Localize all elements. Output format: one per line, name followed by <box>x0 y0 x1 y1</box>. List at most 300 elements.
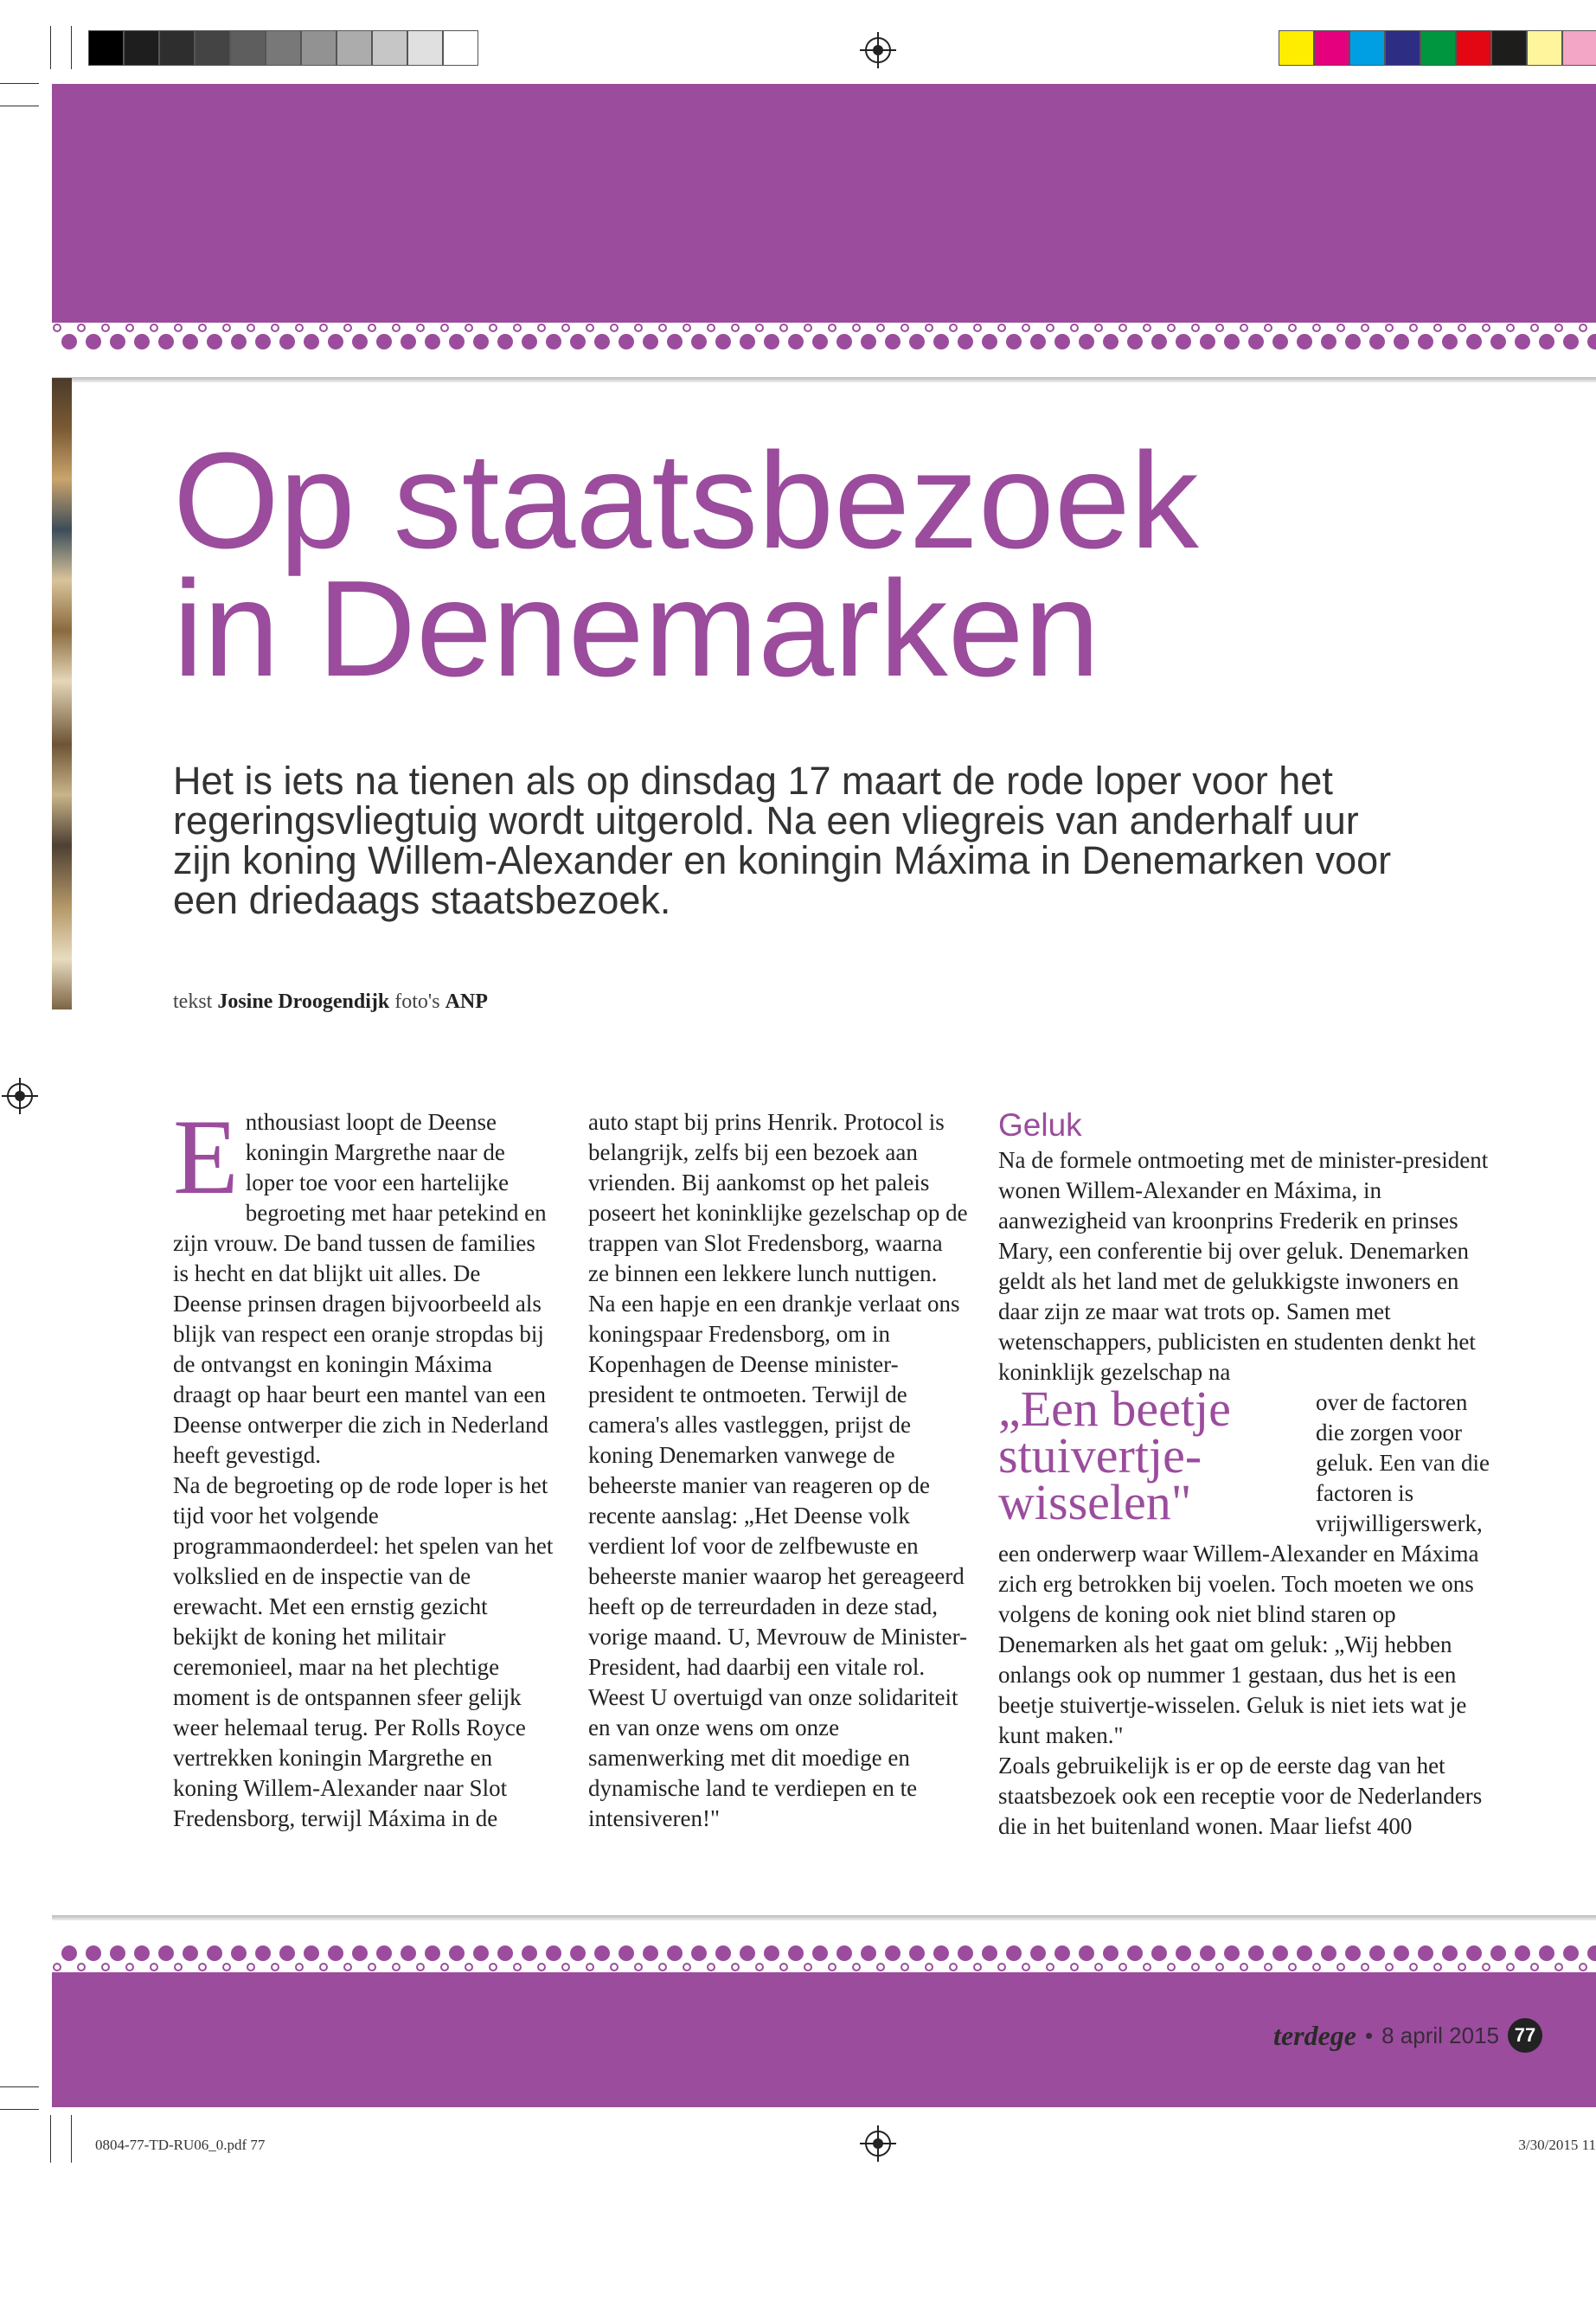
crop-mark <box>71 2115 72 2163</box>
title-line-1: Op staatsbezoek <box>173 425 1199 577</box>
border-dot <box>1176 334 1191 349</box>
border-dot <box>1345 1945 1361 1961</box>
crop-mark <box>50 2115 51 2163</box>
border-dot <box>764 334 779 349</box>
border-dot <box>1103 1945 1118 1961</box>
border-dot <box>691 1945 707 1961</box>
border-ring <box>465 1964 472 1971</box>
border-ring <box>1071 1964 1078 1971</box>
border-dot <box>1127 1945 1143 1961</box>
border-ring <box>635 1964 642 1971</box>
border-dot <box>667 334 683 349</box>
border-dot <box>1369 334 1385 349</box>
border-dot <box>1418 334 1433 349</box>
border-dot <box>933 334 949 349</box>
paragraph: Zoals gebruikelijk is er op de eerste dag van het staatsbezoek ook een receptie voor de Nederlanders die in het buitenland wonen. Maar liefst 400 <box>998 1753 1483 1839</box>
border-dot <box>812 334 828 349</box>
color-swatch <box>1279 30 1314 66</box>
border-ring <box>1410 1964 1417 1971</box>
border-ring <box>320 324 327 331</box>
border-dot <box>449 334 465 349</box>
border-dot <box>207 334 222 349</box>
border-dot <box>715 334 731 349</box>
border-ring <box>1531 1964 1538 1971</box>
footer-separator: • <box>1365 2022 1374 2048</box>
color-swatch <box>1420 30 1456 66</box>
border-dot <box>425 334 440 349</box>
border-ring <box>1216 324 1223 331</box>
border-ring <box>1483 324 1490 331</box>
border-dot <box>449 1945 465 1961</box>
border-dot <box>836 1945 852 1961</box>
color-swatch <box>159 30 195 66</box>
border-ring <box>1047 1964 1054 1971</box>
border-ring <box>369 324 375 331</box>
border-dot <box>982 334 997 349</box>
border-dot <box>61 334 77 349</box>
border-ring <box>1240 324 1247 331</box>
border-ring <box>199 324 206 331</box>
dot-border-top <box>52 323 1596 350</box>
border-dot <box>1151 1945 1167 1961</box>
border-ring <box>1192 324 1199 331</box>
border-dot <box>425 1945 440 1961</box>
border-dot <box>691 334 707 349</box>
border-dot <box>1200 1945 1215 1961</box>
color-swatch <box>1349 30 1385 66</box>
byline <box>173 990 488 1014</box>
border-ring <box>223 324 230 331</box>
color-swatch <box>1491 30 1527 66</box>
border-dot <box>110 1945 125 1961</box>
border-ring <box>490 324 497 331</box>
border-dot <box>1515 334 1530 349</box>
border-ring <box>54 324 61 331</box>
border-dot <box>1321 334 1336 349</box>
border-ring <box>151 324 157 331</box>
border-dot <box>885 1945 901 1961</box>
border-dot <box>1369 1945 1385 1961</box>
border-ring <box>1119 324 1126 331</box>
border-ring <box>974 324 981 331</box>
border-ring <box>514 324 521 331</box>
border-ring <box>974 1964 981 1971</box>
border-ring <box>175 324 182 331</box>
border-ring <box>1337 324 1344 331</box>
border-dot <box>352 1945 368 1961</box>
border-dot <box>1345 334 1361 349</box>
color-swatch <box>1456 30 1491 66</box>
border-ring <box>54 1964 61 1971</box>
border-dot <box>134 334 150 349</box>
border-ring <box>829 1964 836 1971</box>
border-ring <box>78 324 85 331</box>
border-dot <box>304 1945 319 1961</box>
border-dot <box>1490 1945 1506 1961</box>
border-ring <box>659 1964 666 1971</box>
border-dot <box>788 1945 804 1961</box>
border-dot <box>715 1945 731 1961</box>
border-dot <box>1297 1945 1312 1961</box>
border-dot <box>376 334 392 349</box>
border-ring <box>102 324 109 331</box>
border-ring <box>756 324 763 331</box>
border-ring <box>296 1964 303 1971</box>
paragraph: Na een hapje en een drankje verlaat ons koningspaar Fredensborg, om in Kopenhagen de Deense minister-president te ontmoeten. Terwijl de camera's alles vastleggen, prijst de koning Denemarken vanwege de beheerste manier van reageren op de recente aanslag: „Het Deense volk verdient lof voor de zelfbewuste en beheerste manier waarop het gereageerd heeft op de terreurdaden in deze stad, vorige maand. U, Mevrouw de Minister-President, had daarbij een vitale rol. Weest U overtuigd van onze solidariteit en van onze wens om onze samenwerking met dit moedige en dynamische land te verdiepen en te intensiveren!" <box>588 1291 968 1831</box>
border-ring <box>417 1964 424 1971</box>
border-dot <box>134 1945 150 1961</box>
print-slug-date: 3/30/2015 11 <box>1518 2137 1596 2153</box>
border-dot <box>643 334 658 349</box>
border-dot <box>1442 1945 1458 1961</box>
border-ring <box>998 1964 1005 1971</box>
border-dot <box>255 1945 271 1961</box>
border-dot <box>86 334 101 349</box>
registration-mark-icon <box>865 37 891 63</box>
border-dot <box>1394 334 1409 349</box>
border-dot <box>885 334 901 349</box>
border-dot <box>1079 334 1094 349</box>
border-ring <box>102 1964 109 1971</box>
border-ring <box>1337 1964 1344 1971</box>
border-dot <box>764 1945 779 1961</box>
border-dot <box>279 334 295 349</box>
crop-mark <box>71 26 72 69</box>
column-2 <box>588 1107 969 1834</box>
border-dot <box>183 334 198 349</box>
border-dot <box>933 1945 949 1961</box>
border-ring <box>247 1964 254 1971</box>
border-ring <box>1168 324 1175 331</box>
border-dot <box>1539 334 1554 349</box>
border-dot <box>255 334 271 349</box>
article-lead: Het is iets na tienen als op dinsdag 17 maart de rode loper voor het regeringsvliegtuig wordt uitgerold. Na een vliegreis van anderhalf uur zijn koning Willem-Alexander en koningin Máxima in Denemarken voor een driedaags staatsbezoek. <box>173 759 1392 922</box>
border-ring <box>344 1964 351 1971</box>
border-ring <box>514 1964 521 1971</box>
border-dot <box>1151 334 1167 349</box>
byline-photo-label: foto's <box>394 990 440 1013</box>
border-ring <box>272 324 279 331</box>
paragraph-text: over de factoren die zorgen voor geluk. Een van die factoren is vrijwilligerswerk, een onderwerp waar Willem-Alexander en Máxima zich erg betrokken bij voelen. Toch moeten we ons volgens de koning ook niet blind staren op Denemarken als het gaat om geluk: „Wij hebben onlangs ook op nummer 1 gestaan, dus het is een beetje stuivertje-wisselen. Geluk is niet iets wat je kunt maken." <box>998 1389 1490 1748</box>
divider-line <box>52 1915 1596 1920</box>
border-dot <box>909 1945 925 1961</box>
border-dot <box>1587 1945 1596 1961</box>
border-ring <box>1289 1964 1296 1971</box>
border-ring <box>1289 324 1296 331</box>
border-dot <box>982 1945 997 1961</box>
border-dot <box>1272 1945 1288 1961</box>
border-ring <box>175 1964 182 1971</box>
paragraph: Na de begroeting op de rode loper is het tijd voor het volgende programmaonderdeel: het spelen van het volkslied en de inspectie van de erewacht. Met een ernstig gezicht bekijkt de koning het militair ceremonieel, maar na het plechtige moment is de ontspannen sfeer gelijk weer helemaal terug. Per Rolls Royce vertrekken koningin Margrethe en koning Willem-Alexander naar Slot Fredensborg, terwijl Máxima in de <box>173 1472 554 1831</box>
border-ring <box>756 1964 763 1971</box>
border-ring <box>562 1964 569 1971</box>
paragraph: auto stapt bij prins Henrik. Protocol is belangrijk, zelfs bij een bezoek aan vrienden. Bij aankomst op het paleis poseert het koninklijke gezelschap op de trappen van Slot Fredensborg, waarna ze binnen een lekkere lunch nuttigen. <box>588 1109 968 1286</box>
border-dot <box>231 1945 247 1961</box>
byline-author: Josine Droogendijk <box>217 990 390 1013</box>
border-ring <box>1095 324 1102 331</box>
border-dot <box>401 1945 416 1961</box>
border-ring <box>223 1964 230 1971</box>
paragraph <box>998 1381 1491 1751</box>
border-dot <box>279 1945 295 1961</box>
border-dot <box>183 1945 198 1961</box>
border-ring <box>1168 1964 1175 1971</box>
border-ring <box>1362 324 1368 331</box>
registration-mark-icon <box>865 2131 891 2157</box>
border-ring <box>441 1964 448 1971</box>
border-ring <box>1580 1964 1586 1971</box>
border-ring <box>901 324 908 331</box>
color-swatch <box>1527 30 1562 66</box>
border-dot <box>1103 334 1118 349</box>
border-ring <box>272 1964 279 1971</box>
border-ring <box>804 1964 811 1971</box>
border-dot <box>1539 1945 1554 1961</box>
border-dot <box>1297 334 1312 349</box>
header-banner <box>52 84 1596 323</box>
border-ring <box>1313 1964 1320 1971</box>
border-dot <box>1490 334 1506 349</box>
border-dot <box>304 334 319 349</box>
border-ring <box>950 324 957 331</box>
border-ring <box>950 1964 957 1971</box>
paragraph: Na de formele ontmoeting met de minister-president wonen Willem-Alexander en Máxima, in aanwezigheid van kroonprins Frederik en prinses Mary, een conferentie bij over geluk. Denemarken geldt als het land met de gelukkigste inwoners en daar zijn ze maar wat trots op. Samen met wetenschappers, publicisten en studenten denkt het koninklijk gezelschap na <box>998 1147 1489 1385</box>
border-dot <box>1248 334 1264 349</box>
border-dot <box>1272 334 1288 349</box>
byline-photo-agency: ANP <box>445 990 488 1013</box>
border-ring <box>926 324 933 331</box>
border-ring <box>611 324 618 331</box>
border-ring <box>780 324 787 331</box>
color-swatch <box>266 30 301 66</box>
border-ring <box>732 1964 739 1971</box>
pull-quote: „Een beetje stuivertje-wisselen" <box>998 1381 1231 1530</box>
border-dot <box>1054 1945 1070 1961</box>
border-ring <box>1386 1964 1393 1971</box>
border-ring <box>901 1964 908 1971</box>
border-dot <box>522 334 537 349</box>
border-dot <box>158 334 174 349</box>
border-ring <box>1265 1964 1272 1971</box>
border-dot <box>788 334 804 349</box>
color-swatch <box>230 30 266 66</box>
paragraph <box>173 1098 554 1471</box>
border-ring <box>151 1964 157 1971</box>
border-ring <box>732 324 739 331</box>
magazine-logo: terdege <box>1273 2019 1356 2051</box>
border-ring <box>1119 1964 1126 1971</box>
border-dot <box>1466 334 1482 349</box>
border-dot <box>546 1945 561 1961</box>
border-ring <box>199 1964 206 1971</box>
border-dot <box>1030 334 1046 349</box>
color-swatch <box>372 30 407 66</box>
border-ring <box>1458 1964 1465 1971</box>
border-dot <box>812 1945 828 1961</box>
border-dot <box>570 1945 586 1961</box>
border-ring <box>393 324 400 331</box>
border-ring <box>926 1964 933 1971</box>
border-ring <box>683 324 690 331</box>
border-ring <box>708 1964 715 1971</box>
border-ring <box>344 324 351 331</box>
border-dot <box>110 334 125 349</box>
registration-mark-icon <box>7 1083 33 1109</box>
border-ring <box>393 1964 400 1971</box>
border-ring <box>1216 1964 1223 1971</box>
border-dot <box>86 1945 101 1961</box>
border-dot <box>1248 1945 1264 1961</box>
crop-mark <box>0 83 39 84</box>
border-ring <box>538 1964 545 1971</box>
border-dot <box>740 1945 755 1961</box>
border-ring <box>1410 324 1417 331</box>
divider-line <box>52 377 1596 382</box>
page-number: 77 <box>1508 2018 1542 2053</box>
border-ring <box>78 1964 85 1971</box>
color-swatch <box>443 30 478 66</box>
border-ring <box>877 324 884 331</box>
color-swatch <box>1562 30 1596 66</box>
border-dot <box>740 334 755 349</box>
color-swatch <box>337 30 372 66</box>
border-dot <box>473 1945 489 1961</box>
border-ring <box>1144 1964 1151 1971</box>
crop-mark <box>0 2086 39 2087</box>
column-3 <box>998 1107 1491 1842</box>
border-ring <box>1555 324 1562 331</box>
border-ring <box>296 324 303 331</box>
border-ring <box>659 324 666 331</box>
border-ring <box>1458 324 1465 331</box>
border-dot <box>352 334 368 349</box>
border-ring <box>538 324 545 331</box>
crop-mark <box>0 2109 39 2110</box>
border-dot <box>1587 334 1596 349</box>
border-ring <box>780 1964 787 1971</box>
issue-date: 8 april 2015 <box>1381 2022 1499 2048</box>
border-dot <box>1079 1945 1094 1961</box>
border-dot <box>643 1945 658 1961</box>
color-swatch <box>407 30 443 66</box>
border-dot <box>1224 1945 1240 1961</box>
border-ring <box>1555 1964 1562 1971</box>
border-ring <box>586 1964 593 1971</box>
border-ring <box>1507 324 1514 331</box>
title-line-2: in Denemarken <box>173 553 1100 705</box>
border-dot <box>619 1945 634 1961</box>
border-ring <box>126 324 133 331</box>
border-dot <box>1394 1945 1409 1961</box>
border-dot <box>619 334 634 349</box>
color-swatch <box>1385 30 1420 66</box>
border-dot <box>1224 334 1240 349</box>
border-dot <box>207 1945 222 1961</box>
border-dot <box>522 1945 537 1961</box>
print-slug-file: 0804-77-TD-RU06_0.pdf 77 <box>95 2137 266 2153</box>
border-ring <box>877 1964 884 1971</box>
border-ring <box>247 324 254 331</box>
border-ring <box>1022 324 1029 331</box>
process-color-bar <box>1279 30 1596 66</box>
border-ring <box>1192 1964 1199 1971</box>
border-ring <box>1071 324 1078 331</box>
dot-border-bottom <box>52 1945 1596 1972</box>
border-ring <box>369 1964 375 1971</box>
border-dot <box>61 1945 77 1961</box>
border-dot <box>497 1945 513 1961</box>
border-dot <box>231 334 247 349</box>
gray-color-bar <box>88 30 478 66</box>
border-ring <box>1580 324 1586 331</box>
border-dot <box>594 1945 610 1961</box>
article-title <box>173 425 1471 705</box>
border-dot <box>328 1945 343 1961</box>
border-dot <box>473 334 489 349</box>
border-ring <box>417 324 424 331</box>
border-dot <box>1200 334 1215 349</box>
border-ring <box>804 324 811 331</box>
border-dot <box>401 334 416 349</box>
border-dot <box>836 334 852 349</box>
border-dot <box>594 334 610 349</box>
border-ring <box>708 324 715 331</box>
color-swatch <box>195 30 230 66</box>
border-dot <box>1006 334 1022 349</box>
border-dot <box>158 1945 174 1961</box>
column-1 <box>173 1098 554 1834</box>
border-ring <box>562 324 569 331</box>
border-ring <box>1313 324 1320 331</box>
border-ring <box>635 324 642 331</box>
border-ring <box>1265 324 1272 331</box>
border-ring <box>1483 1964 1490 1971</box>
border-dot <box>1563 334 1579 349</box>
border-ring <box>320 1964 327 1971</box>
drop-cap: E <box>173 1098 239 1216</box>
border-dot <box>958 334 973 349</box>
photo-edge <box>52 378 72 1009</box>
color-swatch <box>124 30 159 66</box>
border-ring <box>1022 1964 1029 1971</box>
border-ring <box>586 324 593 331</box>
border-ring <box>1144 324 1151 331</box>
paragraph-text: nthousiast loopt de Deense koningin Margrethe naar de loper toe voor een hartelijke begroeting met haar petekind en zijn vrouw. De band tussen de families is hecht en dat blijkt uit alles. De Deense prinsen dragen bijvoorbeeld als blijk van respect een oranje stropdas bij de ontvangst en koningin Máxima draagt op haar beurt een mantel van een Deense ontwerper die zich in Nederland heeft gevestigd. <box>173 1109 549 1468</box>
border-dot <box>1466 1945 1482 1961</box>
border-dot <box>1030 1945 1046 1961</box>
border-ring <box>1531 324 1538 331</box>
border-dot <box>909 334 925 349</box>
border-dot <box>1127 334 1143 349</box>
border-ring <box>1507 1964 1514 1971</box>
border-ring <box>683 1964 690 1971</box>
border-dot <box>1515 1945 1530 1961</box>
border-ring <box>853 324 860 331</box>
border-dot <box>546 334 561 349</box>
section-heading: Geluk <box>998 1107 1082 1143</box>
page-footer <box>1273 2018 1542 2053</box>
color-swatch <box>1314 30 1349 66</box>
border-dot <box>497 334 513 349</box>
border-dot <box>1321 1945 1336 1961</box>
border-dot <box>1176 1945 1191 1961</box>
border-dot <box>667 1945 683 1961</box>
border-ring <box>1434 324 1441 331</box>
border-ring <box>853 1964 860 1971</box>
border-dot <box>861 1945 876 1961</box>
border-dot <box>1563 1945 1579 1961</box>
border-dot <box>1442 334 1458 349</box>
